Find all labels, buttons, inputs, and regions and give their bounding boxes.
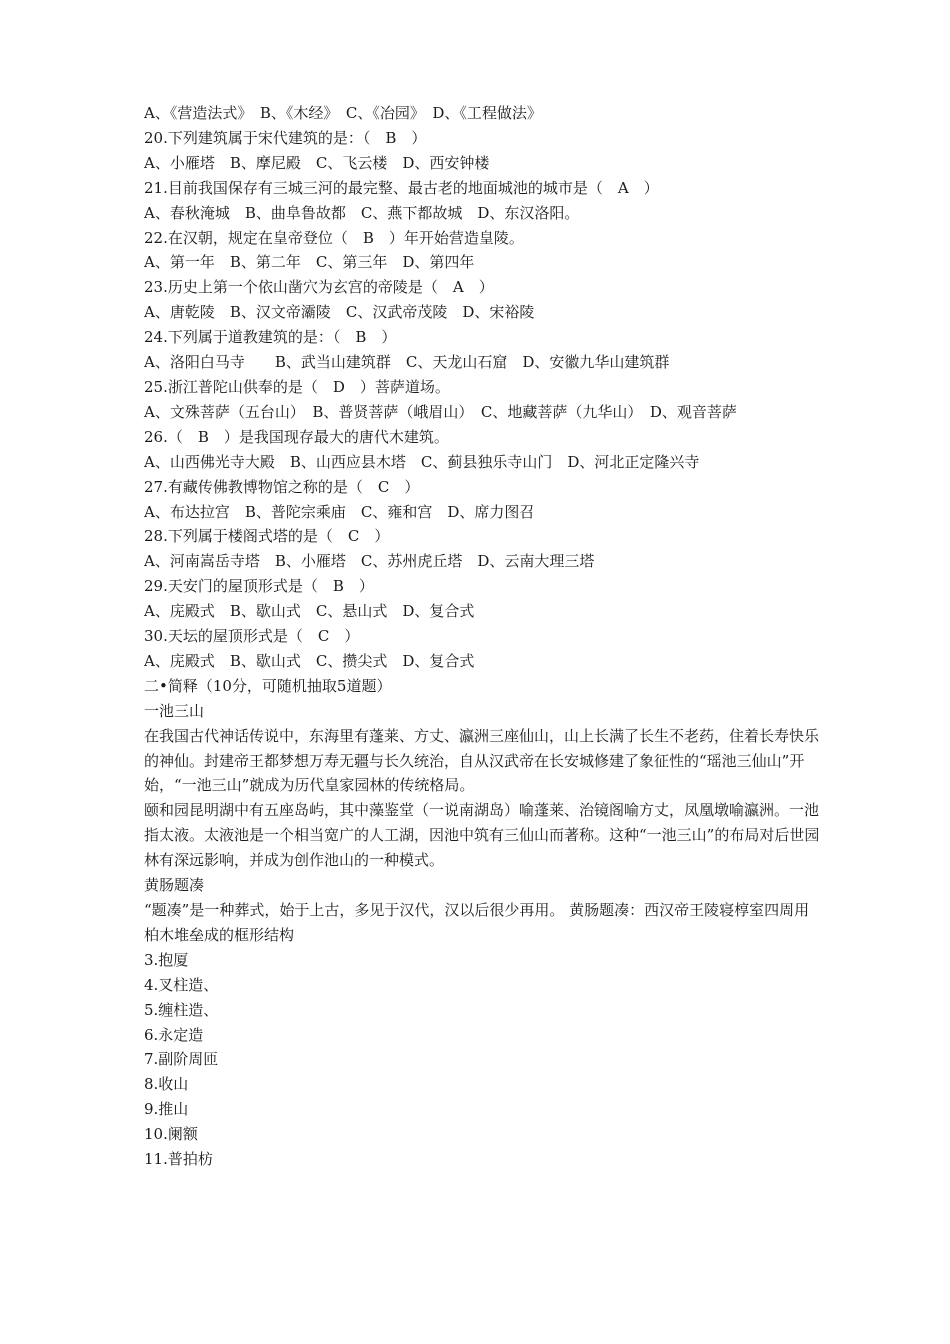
- section-heading: 二•简释（10分，可随机抽取5道题）: [144, 676, 392, 695]
- term-item: 7.副阶周匝: [144, 1050, 219, 1069]
- q25-options: A、文殊菩萨（五台山） B、普贤菩萨（峨眉山） C、地藏菩萨（九华山） D、观音菩萨: [144, 402, 737, 421]
- q23-options: A、唐乾陵 B、汉文帝灞陵 C、汉武帝茂陵 D、宋裕陵: [144, 303, 535, 322]
- q28-question: 28.下列属于楼阁式塔的是（ C ）: [144, 527, 390, 546]
- q24-options: A、洛阳白马寺 B、武当山建筑群 C、天龙山石窟 D、安徽九华山建筑群: [144, 353, 670, 372]
- term-item: 8.收山: [144, 1075, 189, 1094]
- q28-options: A、河南嵩岳寺塔 B、小雁塔 C、苏州虎丘塔 D、云南大理三塔: [144, 552, 595, 571]
- term-paragraph: “题凑”是一种葬式，始于上古，多见于汉代，汉以后很少再用。 黄肠题凑：西汉帝王陵寝椁室四周用柏木堆垒成的框形结构: [144, 901, 810, 944]
- q30-question: 30.天坛的屋顶形式是（ C ）: [144, 627, 360, 646]
- term-item: 4.叉柱造、: [144, 975, 219, 994]
- q26-question: 26.（ B ）是我国现存最大的唐代木建筑。: [144, 427, 449, 446]
- term-paragraph: 在我国古代神话传说中，东海里有蓬莱、方丈、瀛洲三座仙山，山上长满了长生不老药，住着长寿快乐的神仙。封建帝王都梦想万寿无疆与长久统治，自从汉武帝在长安城修建了象征性的“瑶池三仙山”开始，“一池三山”就成为历代皇家园林的传统格局。: [144, 726, 820, 795]
- q26-options: A、山西佛光寺大殿 B、山西应县木塔 C、蓟县独乐寺山门 D、河北正定隆兴寺: [144, 452, 700, 471]
- q29-question: 29.天安门的屋顶形式是（ B ）: [144, 577, 374, 596]
- q19-options: A、《营造法式》 B、《木经》 C、《冶园》 D、《工程做法》: [144, 104, 542, 122]
- q22-question: 22.在汉朝，规定在皇帝登位（ B ）年开始营造皇陵。: [144, 228, 524, 247]
- q22-options: A、第一年 B、第二年 C、第三年 D、第四年: [144, 253, 475, 272]
- q27-question: 27.有藏传佛教博物馆之称的是（ C ）: [144, 477, 420, 496]
- term-item: 11.普拍枋: [144, 1150, 213, 1169]
- term-item: 9.推山: [144, 1100, 189, 1119]
- q20-options: A、小雁塔 B、摩尼殿 C、飞云楼 D、西安钟楼: [144, 153, 490, 172]
- q27-options: A、布达拉宫 B、普陀宗乘庙 C、雍和宫 D、席力图召: [144, 502, 535, 521]
- q29-options: A、庑殿式 B、歇山式 C、悬山式 D、复合式: [144, 602, 475, 621]
- term-heading: 黄肠题凑: [144, 876, 205, 895]
- q23-question: 23.历史上第一个依山凿穴为玄宫的帝陵是（ A ）: [144, 278, 494, 297]
- q21-options: A、春秋淹城 B、曲阜鲁故都 C、燕下都故城 D、东汉洛阳。: [144, 203, 580, 222]
- term-item: 10.阑额: [144, 1125, 198, 1144]
- q30-options: A、庑殿式 B、歇山式 C、攒尖式 D、复合式: [144, 651, 475, 670]
- q24-question: 24.下列属于道教建筑的是：（ B ）: [144, 328, 397, 347]
- term-item: 3.抱厦: [144, 950, 189, 969]
- term-item: 6.永定造: [144, 1025, 204, 1044]
- q25-question: 25.浙江普陀山供奉的是（ D ）菩萨道场。: [144, 377, 450, 396]
- term-item: 5.缠柱造、: [144, 1000, 219, 1019]
- q20-question: 20.下列建筑属于宋代建筑的是：（ B ）: [144, 128, 427, 147]
- term-paragraph: 颐和园昆明湖中有五座岛屿，其中藻鉴堂（一说南湖岛）喻蓬莱、治镜阁喻方丈，凤凰墩喻瀛洲。一池指太液。太液池是一个相当宽广的人工湖，因池中筑有三仙山而著称。这种“一池三山”的布局对后世园林有深远影响，并成为创作池山的一种模式。: [144, 801, 820, 870]
- document-page: [144, 101, 824, 1172]
- term-heading: 一池三山: [144, 701, 205, 720]
- q21-question: 21.目前我国保存有三城三河的最完整、最古老的地面城池的城市是（ A ）: [144, 178, 659, 197]
